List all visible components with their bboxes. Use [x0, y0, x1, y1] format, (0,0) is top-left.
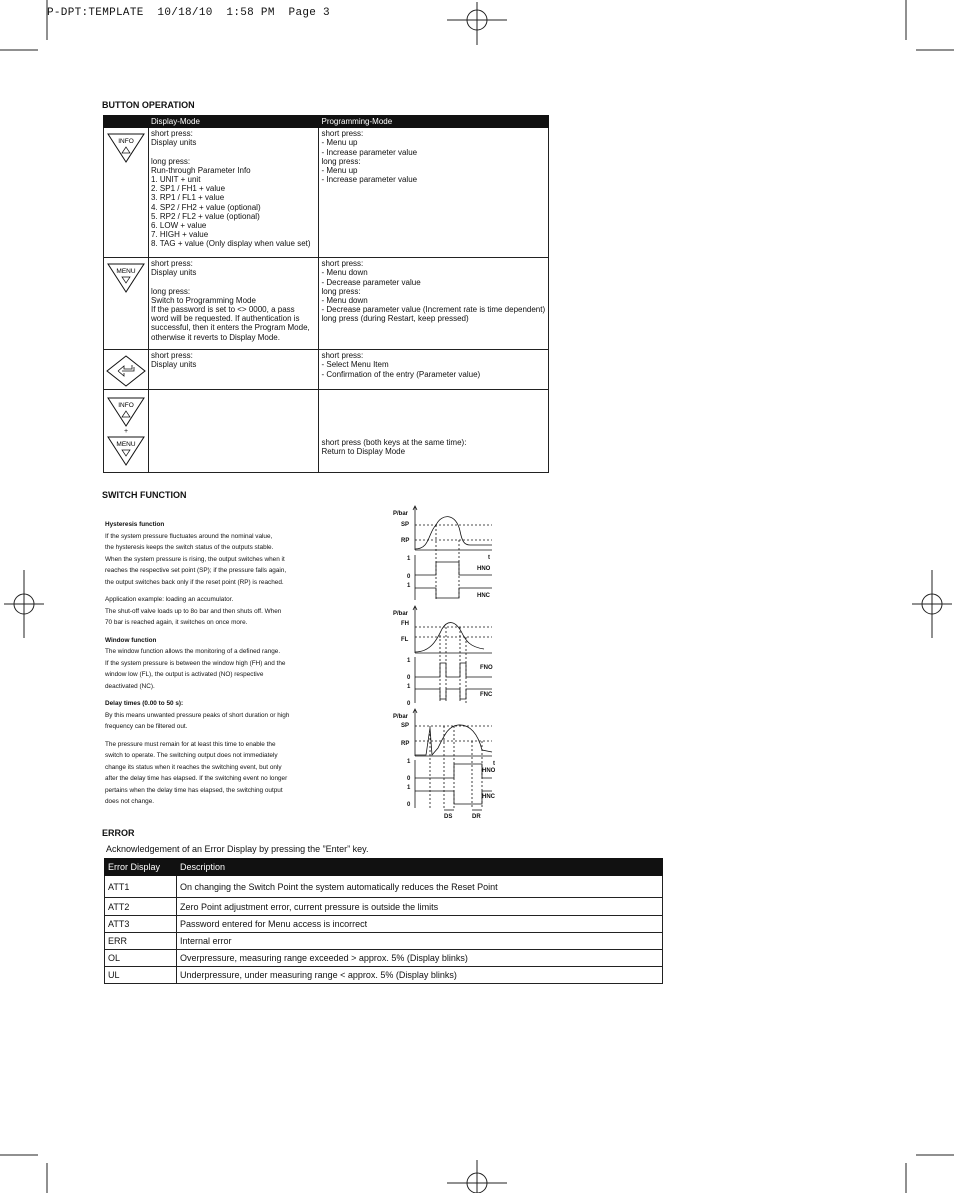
cell-line: - Menu down — [321, 296, 368, 306]
enter-icon — [106, 355, 146, 387]
print-slug: P-DPT:TEMPLATE 10/18/10 1:58 PM Page 3 — [47, 7, 330, 19]
header-description: Description — [177, 859, 663, 876]
cell-line: 1. UNIT + unit — [151, 175, 201, 185]
svg-text:0: 0 — [407, 802, 411, 808]
paragraph-line: When the system pressure is rising, the output switches when it — [105, 555, 285, 563]
menu-down-icon — [107, 263, 145, 293]
cell-line: 8. TAG + value (Only display when value set) — [151, 239, 311, 249]
error-description: Overpressure, measuring range exceeded > approx. 5% (Display blinks) — [177, 950, 663, 967]
cell-line: - Menu up — [321, 166, 358, 176]
button-operation-table — [103, 115, 549, 473]
paragraph-line: The shut-off valve loads up to 8o bar and then shuts off. When — [105, 607, 282, 615]
paragraph-line: If the system pressure is between the window high (FH) and the — [105, 659, 286, 667]
switch-function-text — [105, 519, 325, 814]
svg-text:MENU: MENU — [116, 268, 136, 276]
svg-text:SP: SP — [401, 522, 410, 528]
svg-text:P/bar: P/bar — [393, 511, 409, 517]
cell-line: 6. LOW + value — [151, 221, 207, 231]
paragraph-line: switch to operate. The switching output does not immediately — [105, 752, 278, 759]
table-header-row — [104, 116, 549, 128]
error-row — [105, 967, 663, 984]
error-code: ATT3 — [105, 916, 177, 933]
error-code: ATT2 — [105, 898, 177, 916]
cell-line: 4. SP2 / FH2 + value (optional) — [151, 202, 261, 212]
paragraph-line: change its status when it reaches the switching event, but only — [105, 763, 282, 771]
error-description: Internal error — [177, 933, 663, 950]
table-row — [104, 258, 549, 350]
switch-function-heading: SWITCH FUNCTION — [102, 490, 187, 500]
paragraph-line: deactivated (NC). — [105, 682, 155, 690]
svg-text:HNC: HNC — [477, 593, 490, 599]
programming-cell — [319, 258, 549, 350]
error-description: Password entered for Menu access is incorrect — [177, 916, 663, 933]
table-row — [104, 390, 549, 473]
error-intro: Acknowledgement of an Error Display by pressing the ”Enter” key. — [106, 844, 369, 854]
error-row — [105, 898, 663, 916]
svg-text:0: 0 — [407, 701, 411, 707]
cell-line: Display units — [151, 138, 197, 148]
svg-text:P/bar: P/bar — [393, 714, 409, 720]
programming-cell — [319, 128, 549, 258]
error-heading: ERROR — [102, 828, 135, 838]
error-row — [105, 950, 663, 967]
paragraph-line: pertains when the delay time has elapsed, the switching output — [105, 786, 283, 794]
svg-text:1: 1 — [407, 583, 411, 589]
menu-down-icon — [107, 436, 145, 466]
paragraph-line: the output switches back only if the reset point (RP) is reached. — [105, 578, 284, 586]
cell-line: - Decrease parameter value — [321, 277, 421, 287]
header-key — [104, 116, 149, 128]
key-cell — [104, 128, 149, 258]
cell-line: - Select Menu Item — [321, 360, 389, 370]
cell-line: short press: — [151, 129, 193, 139]
cell-line: Display units — [151, 360, 197, 370]
error-table — [104, 858, 663, 984]
cell-line: short press: — [321, 259, 364, 269]
error-code: OL — [105, 950, 177, 967]
paragraph-title: Hysteresis function — [105, 521, 165, 528]
cell-line: successful, then it enters the Program Mode, — [151, 323, 310, 333]
svg-text:t: t — [488, 555, 490, 561]
header-programming-mode: Programming-Mode — [319, 116, 549, 128]
cell-line: Run-through Parameter Info — [151, 165, 251, 175]
cell-line: Display units — [151, 268, 197, 278]
cell-line: long press: — [321, 156, 361, 166]
svg-text:FH: FH — [401, 621, 409, 627]
svg-text:RP: RP — [401, 538, 410, 544]
cell-line: short press (both keys at the same time): — [321, 438, 467, 448]
cell-line: long press: — [151, 156, 191, 166]
cell-line: - Increase parameter value — [321, 175, 418, 185]
error-description: Zero Point adjustment error, current pressure is outside the limits — [177, 898, 663, 916]
delay-diagram — [360, 708, 510, 820]
button-operation-heading: BUTTON OPERATION — [102, 100, 195, 110]
cell-line — [151, 148, 316, 157]
svg-text:HNC: HNC — [482, 794, 495, 800]
hysteresis-diagram — [360, 505, 510, 605]
paragraph-line: window low (FL), the output is activated (NO) respective — [105, 671, 264, 678]
paragraph-line: The window function allows the monitoring of a defined range. — [105, 648, 281, 655]
cell-line: short press: — [151, 351, 193, 361]
cell-line: - Increase parameter value — [321, 147, 418, 157]
paragraph-title: Delay times (0.00 to 50 s): — [105, 700, 184, 707]
cell-line: long press (during Restart, keep pressed) — [321, 314, 469, 324]
cell-line: short press: — [151, 259, 193, 269]
svg-text:RP: RP — [401, 741, 410, 747]
cell-line: - Menu down — [321, 268, 368, 278]
key-cell — [104, 258, 149, 350]
svg-text:HNO: HNO — [477, 566, 491, 572]
paragraph-line: reaches the respective set point (SP); if the pressure falls again, — [105, 567, 287, 574]
error-description: On changing the Switch Point the system automatically reduces the Reset Point — [177, 876, 663, 898]
cell-line: - Confirmation of the entry (Parameter value) — [321, 369, 481, 379]
cell-line: Switch to Programming Mode — [151, 295, 256, 305]
paragraph-title: Window function — [105, 636, 157, 644]
paragraph-line: the hysteresis keeps the switch status of the outputs stable. — [105, 544, 274, 551]
window-diagram — [360, 605, 510, 707]
paragraph-line: The pressure must remain for at least this time to enable the — [105, 740, 276, 748]
svg-text:DR: DR — [472, 814, 481, 820]
paragraph-line: frequency can be filtered out. — [105, 723, 188, 730]
cell-line: long press: — [151, 286, 191, 296]
cell-line: 5. RP2 / FL2 + value (optional) — [151, 211, 260, 221]
paragraph-line: does not change. — [105, 798, 155, 805]
svg-text:INFO: INFO — [118, 138, 134, 146]
display-cell — [149, 390, 319, 473]
cell-line: short press: — [321, 351, 364, 361]
cell-line: If the password is set to <> 0000, a pass — [151, 305, 295, 315]
programming-cell — [319, 350, 549, 390]
svg-text:t: t — [493, 761, 495, 767]
paragraph-line: If the system pressure fluctuates around the nominal value, — [105, 532, 273, 540]
svg-text:SP: SP — [401, 723, 410, 729]
cell-line: 3. RP1 / FL1 + value — [151, 193, 225, 203]
svg-text:FNO: FNO — [480, 665, 493, 671]
svg-text:1: 1 — [407, 658, 411, 664]
paragraph-line: after the delay time has elapsed. If the switching event no longer — [105, 775, 288, 782]
cell-line: - Menu up — [321, 138, 358, 148]
display-cell — [149, 258, 319, 350]
svg-text:MENU: MENU — [116, 441, 136, 449]
info-up-icon — [107, 397, 145, 427]
error-code: ERR — [105, 933, 177, 950]
table-row — [104, 350, 549, 390]
error-header-row — [105, 859, 663, 876]
svg-text:0: 0 — [407, 574, 411, 580]
cell-line — [151, 278, 316, 287]
svg-text:FNC: FNC — [480, 692, 493, 698]
info-up-icon — [107, 133, 145, 163]
cell-line: word will be requested. If authentication is — [151, 314, 300, 324]
key-cell — [104, 390, 149, 473]
key-cell — [104, 350, 149, 390]
header-error-display: Error Display — [105, 859, 177, 876]
programming-cell — [319, 390, 549, 473]
svg-text:1: 1 — [407, 759, 411, 765]
svg-text:0: 0 — [407, 776, 411, 782]
svg-text:HNO: HNO — [482, 768, 496, 774]
cell-line: otherwise it reverts to Display Mode. — [151, 332, 280, 342]
paragraph-line: Application example: loading an accumulator. — [105, 596, 234, 603]
svg-text:0: 0 — [407, 675, 411, 681]
svg-text:1: 1 — [407, 785, 411, 791]
svg-text:FL: FL — [401, 637, 409, 643]
cell-line: - Decrease parameter value (Increment rate is time dependent) — [321, 305, 546, 315]
error-row — [105, 933, 663, 950]
paragraph-line: By this means unwanted pressure peaks of short duration or high — [105, 711, 290, 719]
error-row — [105, 916, 663, 933]
svg-text:1: 1 — [407, 684, 411, 690]
plus-sign: + — [123, 428, 129, 436]
paragraph-line: 70 bar is reached again, it switches on once more. — [105, 619, 248, 626]
svg-text:P/bar: P/bar — [393, 611, 409, 617]
error-description: Underpressure, under measuring range < approx. 5% (Display blinks) — [177, 967, 663, 984]
display-cell — [149, 128, 319, 258]
error-code: UL — [105, 967, 177, 984]
cell-line: short press: — [321, 129, 364, 139]
error-row — [105, 876, 663, 898]
error-code: ATT1 — [105, 876, 177, 898]
cell-line: long press: — [321, 286, 361, 296]
table-row — [104, 128, 549, 258]
svg-text:DS: DS — [444, 814, 453, 820]
header-display-mode: Display-Mode — [149, 116, 319, 128]
cell-line: Return to Display Mode — [321, 447, 406, 457]
svg-text:1: 1 — [407, 556, 411, 562]
cell-line: 7. HIGH + value — [151, 230, 209, 240]
display-cell — [149, 350, 319, 390]
svg-text:INFO: INFO — [118, 402, 134, 410]
cell-line: 2. SP1 / FH1 + value — [151, 184, 226, 194]
